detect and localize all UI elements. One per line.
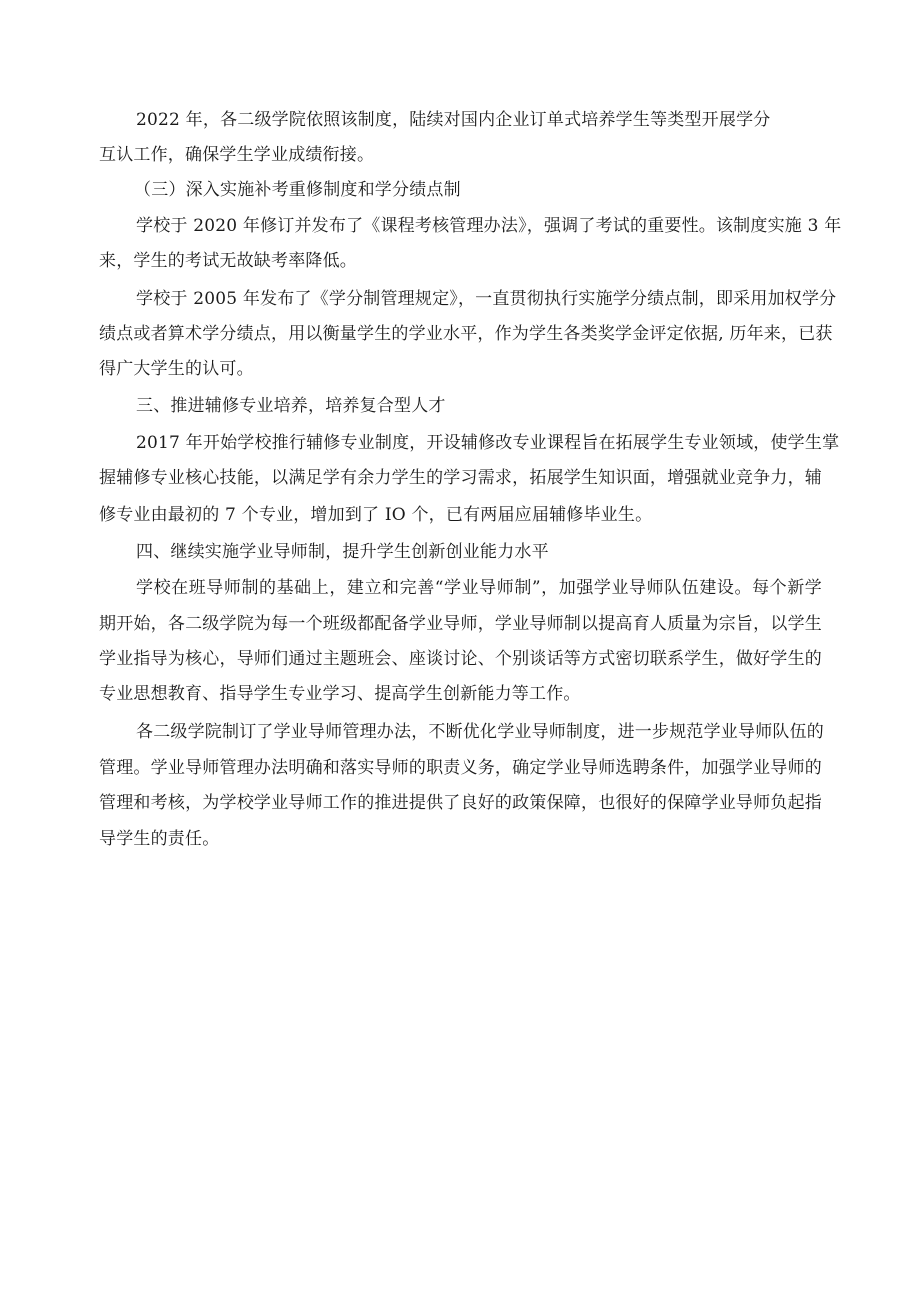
paragraph-line: 管理和考核，为学校学业导师工作的推进提供了良好的政策保障，也很好的保障学业导师负起指 xyxy=(99,793,822,813)
paragraph-line: 期开始，各二级学院为每一个班级都配备学业导师，学业导师制以提高育人质量为宗旨，以学生 xyxy=(99,614,822,634)
paragraph-line: 2017 年开始学校推行辅修专业制度，开设辅修改专业课程旨在拓展学生专业领域，使学生掌 xyxy=(136,433,840,453)
paragraph-line: 修专业由最初的 7 个专业，增加到了 IO 个，已有两届应届辅修毕业生。 xyxy=(99,505,653,525)
paragraph-line: 绩点或者算术学分绩点，用以衡量学生的学业水平，作为学生各类奖学金评定依据, 历年来，已获 xyxy=(99,324,833,344)
section-heading: 四、继续实施学业导师制，提升学生创新创业能力水平 xyxy=(136,542,549,562)
paragraph-line: 学校于 2020 年修订并发布了《课程考核管理办法》，强调了考试的重要性。该制度实施 3 年 xyxy=(136,216,842,236)
paragraph-line: 学业指导为核心，导师们通过主题班会、座谈讨论、个别谈话等方式密切联系学生，做好学生的 xyxy=(99,649,822,669)
paragraph-line: 互认工作，确保学生学业成绩衔接。 xyxy=(99,145,375,165)
paragraph-line: 专业思想教育、指导学生专业学习、提高学生创新能力等工作。 xyxy=(99,684,581,704)
paragraph-line: 学校在班导师制的基础上，建立和完善“学业导师制”，加强学业导师队伍建设。每个新学 xyxy=(136,578,822,598)
paragraph-line: 2022 年，各二级学院依照该制度，陆续对国内企业订单式培养学生等类型开展学分 xyxy=(136,110,771,130)
section-subheading: （三）深入实施补考重修制度和学分绩点制 xyxy=(134,180,461,200)
paragraph-line: 导学生的责任。 xyxy=(99,829,220,849)
paragraph-line: 学校于 2005 年发布了《学分制管理规定》，一直贯彻执行实施学分绩点制，即采用加权学分 xyxy=(136,289,837,309)
paragraph-line: 来，学生的考试无故缺考率降低。 xyxy=(99,251,357,271)
paragraph-line: 握辅修专业核心技能，以满足学有余力学生的学习需求，拓展学生知识面，增强就业竞争力，辅 xyxy=(99,468,822,488)
section-heading: 三、推进辅修专业培养，培养复合型人才 xyxy=(136,396,446,416)
paragraph-line: 管理。学业导师管理办法明确和落实导师的职责义务，确定学业导师选聘条件，加强学业导师的 xyxy=(99,758,822,778)
paragraph-line: 各二级学院制订了学业导师管理办法，不断优化学业导师制度，进一步规范学业导师队伍的 xyxy=(136,722,824,742)
paragraph-line: 得广大学生的认可。 xyxy=(99,359,254,379)
